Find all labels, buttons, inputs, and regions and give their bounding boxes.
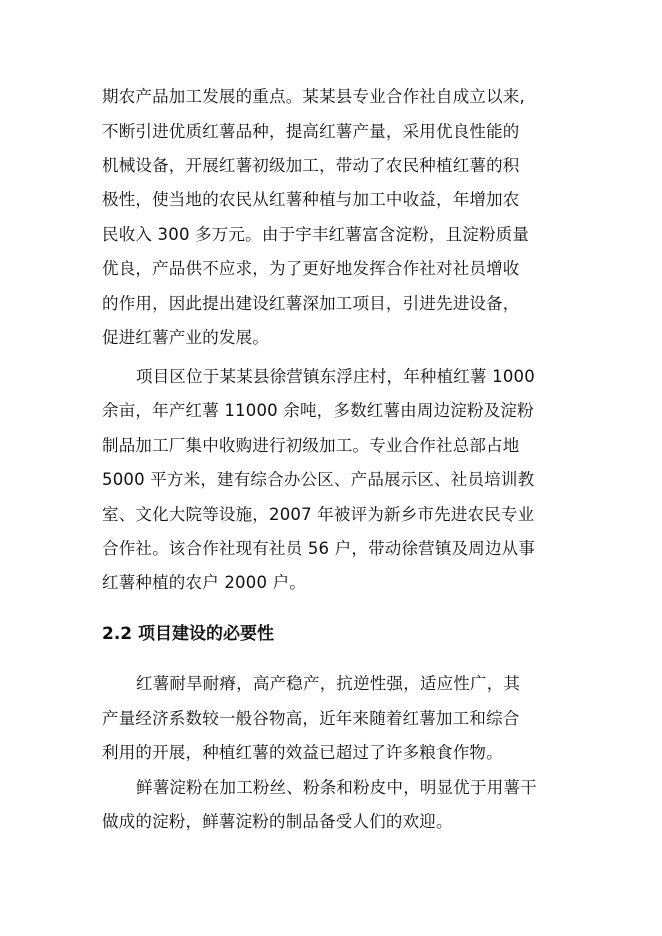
paragraph-2-line-1: 项目区位于某某县徐营镇东浮庄村，年种植红薯 1000 — [136, 367, 535, 386]
paragraph-1-line-4: 极性，使当地的农民从红薯种植与加工中收益，年增加农 — [102, 190, 520, 209]
paragraph-3-line-1: 红薯耐旱耐瘠，高产稳产，抗逆性强，适应性广，其 — [136, 674, 521, 693]
paragraph-1-line-6: 优良，产品供不应求，为了更好地发挥合作社对社员增收 — [102, 259, 520, 278]
paragraph-2-line-3: 制品加工厂集中收购进行初级加工。专业合作社总部占地 — [102, 436, 520, 455]
paragraph-2-line-5: 室、文化大院等设施，2007 年被评为新乡市先进农民专业 — [102, 505, 535, 524]
paragraph-3-line-3: 利用的开展，种植红薯的效益已超过了许多粮食作物。 — [102, 743, 503, 762]
paragraph-1-line-8: 促进红薯产业的发展。 — [102, 328, 269, 347]
paragraph-1-line-5: 民收入 300 多万元。由于宇丰红薯富含淀粉，且淀粉质量 — [102, 225, 530, 244]
paragraph-2-line-6: 合作社。该合作社现有社员 56 户，带动徐营镇及周边从事 — [102, 539, 536, 558]
paragraph-3-line-2: 产量经济系数较一般谷物高，近年来随着红薯加工和综合 — [102, 709, 520, 728]
paragraph-1-line-2: 不断引进优质红薯品种，提高红薯产量，采用优良性能的 — [102, 122, 520, 141]
paragraph-4-line-1: 鲜薯淀粉在加工粉丝、粉条和粉皮中，明显优于用薯干 — [136, 778, 537, 797]
paragraph-1-line-3: 机械设备，开展红薯初级加工，带动了农民种植红薯的积 — [102, 156, 520, 175]
paragraph-1-line-7: 的作用，因此提出建设红薯深加工项目，引进先进设备， — [102, 294, 520, 313]
paragraph-2-line-2: 余亩，年产红薯 11000 余吨，多数红薯由周边淀粉及淀粉 — [102, 401, 534, 420]
section-heading: 2.2 项目建设的必要性 — [102, 624, 275, 644]
paragraph-1-line-1: 期农产品加工发展的重点。某某县专业合作社自成立以来, — [102, 87, 525, 106]
paragraph-2-line-4: 5000 平方米，建有综合办公区、产品展示区、社员培训教 — [102, 470, 535, 489]
paragraph-4-line-2: 做成的淀粉，鲜薯淀粉的制品备受人们的欢迎。 — [102, 812, 453, 831]
paragraph-2-line-7: 红薯种植的农户 2000 户。 — [102, 573, 306, 592]
